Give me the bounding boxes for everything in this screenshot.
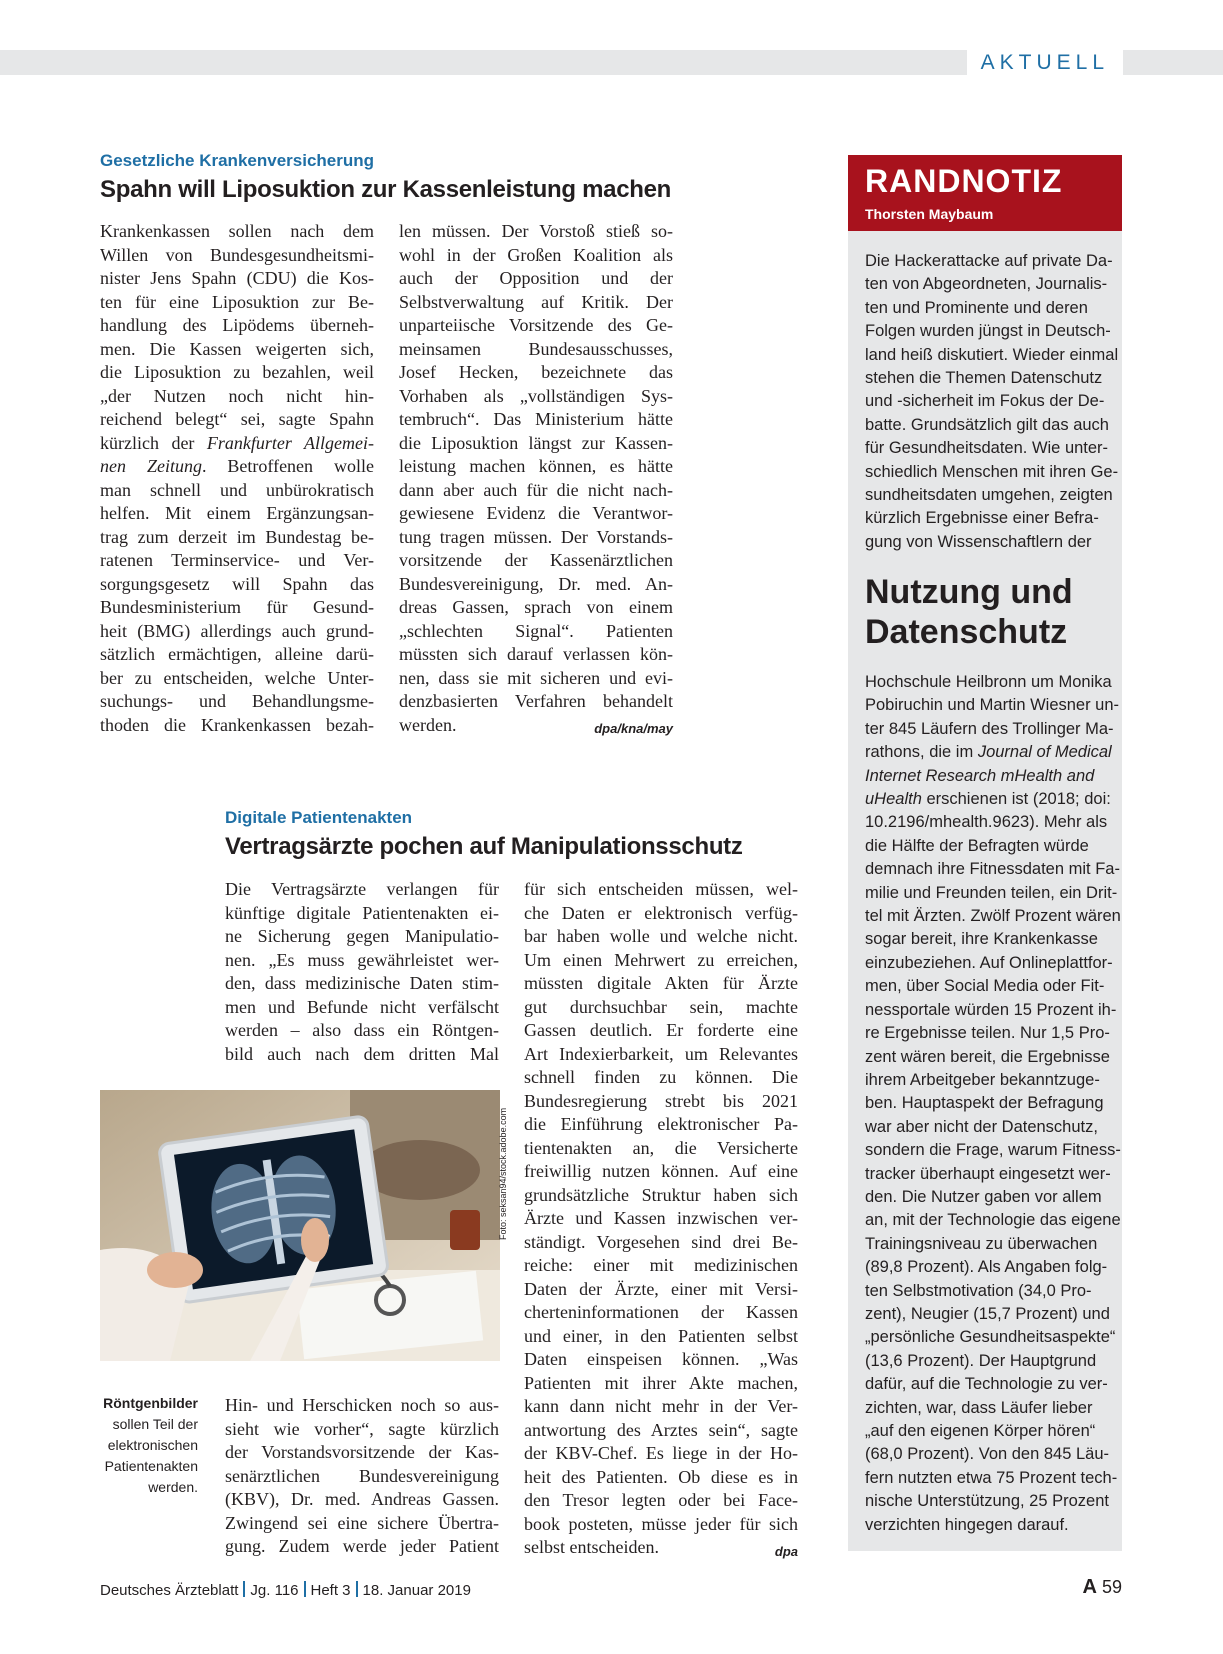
article-text-line: Krankenkassen sollen nach dem xyxy=(100,221,374,241)
separator xyxy=(243,1581,245,1597)
article-text-line: gewiesene Evidenz die Verantwor- xyxy=(399,503,673,523)
article-text-line: gut durchsuchbar sein, machte xyxy=(524,996,798,1017)
article-text-line: müssten digitale Akten für Ärzte xyxy=(524,973,798,993)
page-number-value: 59 xyxy=(1101,1577,1122,1597)
article-text-line: tientenakten an, die Versicherte xyxy=(524,1137,798,1158)
sidebar-text-line: sondern die Frage, warum Fitness- xyxy=(865,1141,1121,1160)
article-text-line: sätzlich ermächtigen, alleine darü- xyxy=(100,644,374,664)
journal-date: 18. Januar 2019 xyxy=(362,1582,471,1599)
article2-headline: Vertragsärzte pochen auf Manipulationsschutz xyxy=(225,833,743,860)
sidebar-text-line: sogar bereit, ihre Krankenkasse xyxy=(865,930,1098,949)
article-text-line: nister Jens Spahn (CDU) die Kos- xyxy=(100,268,374,288)
article-text-line: Um einen Mehrwert zu erreichen, xyxy=(524,949,798,970)
section-label: AKTUELL xyxy=(967,48,1123,78)
xray-tablet-photo xyxy=(100,1090,500,1361)
article-text-line: bar haben wolle und welche nicht. xyxy=(524,926,798,946)
sidebar-text-line: re Ergebnisse teilen. Nur 1,5 Pro- xyxy=(865,1024,1110,1043)
article-text-line: Bundesministerium für Gesund- xyxy=(100,597,374,617)
article-text-line: bild auch nach dem dritten Mal xyxy=(225,1043,499,1064)
article-text-line: künftige digitale Patientenakten ei- xyxy=(225,902,499,923)
article-text-line: der KBV-Chef. Es liege in der Ho- xyxy=(524,1443,798,1463)
sidebar-text-line: ten von Abgeordneten, Journalis- xyxy=(865,275,1108,294)
sidebar-text-line: ihrem Arbeitgeber bekanntzuge- xyxy=(865,1070,1100,1089)
journal-issue: Heft 3 xyxy=(310,1582,351,1599)
sidebar-header xyxy=(848,155,1122,231)
sidebar-text-line: batte. Grundsätzlich gilt das auch xyxy=(865,415,1109,434)
sidebar-headline-line: Nutzung und xyxy=(865,573,1073,611)
separator xyxy=(304,1581,306,1597)
sidebar-text-line: verzichten hingegen darauf. xyxy=(865,1515,1069,1534)
sidebar-text-line: sundheitsdaten umgehen, zeigten xyxy=(865,486,1113,505)
article-text-line: denzbasierten Verfahren behandelt xyxy=(399,691,673,711)
article-text-line: nen Zeitung. Betroffenen wolle xyxy=(100,456,374,476)
article-text-line: reiche: einer mit medizinischen xyxy=(524,1255,798,1275)
article-text-line: tung tragen müssen. Der Vorstands- xyxy=(399,526,673,547)
article-text-line: gung. Zudem werde jeder Patient xyxy=(225,1536,499,1556)
page-prefix: A xyxy=(1082,1576,1097,1598)
article-text-line: „schlechten Signal“. Patienten xyxy=(399,620,673,641)
article2-kicker: Digitale Patientenakten xyxy=(225,808,413,827)
caption-line: elektronischen xyxy=(107,1437,198,1453)
article-text-line: reichend belegt“ sei, sagte Spahn xyxy=(100,409,374,429)
sidebar-text-line: Internet Research mHealth and xyxy=(865,766,1095,785)
sidebar-text-line: dafür, auf die Technologie zu ver- xyxy=(865,1375,1108,1394)
article-text-line: ständigt. Vorgesehen sind drei Be- xyxy=(524,1231,798,1252)
article-text-line: sieht wie vorher“, sagte kürzlich xyxy=(225,1418,499,1439)
article-text-line: grundsätzliche Struktur haben sich xyxy=(524,1184,798,1205)
caption-line: werden. xyxy=(148,1479,198,1495)
sidebar-headline xyxy=(865,572,1073,652)
article-text-line: dann aber auch für die nicht nach- xyxy=(399,479,673,500)
sidebar-text-line: kürzlich Ergebnisse einer Befra- xyxy=(865,509,1099,528)
sidebar-body xyxy=(865,671,1121,1537)
article-text-line: vorsitzende der Kassenärztlichen xyxy=(399,550,673,570)
article-text-line: Daten der Ärzte, einer mit Versi- xyxy=(524,1278,798,1299)
sidebar-text-line: Pobiruchin und Martin Wiesner un- xyxy=(865,696,1120,715)
article-text-line: werden – also dass ein Röntgen- xyxy=(225,1020,499,1040)
sidebar-text-line: Hochschule Heilbronn um Monika xyxy=(865,673,1112,691)
sidebar-text-line: Trainingsniveau zu überwachen xyxy=(865,1234,1098,1253)
journal-name: Deutsches Ärzteblatt xyxy=(100,1582,239,1599)
article-text-line: wohl in der Großen Koalition als xyxy=(399,244,673,265)
article-text-line: meinsamen Bundesausschusses, xyxy=(399,338,673,359)
sidebar-text-line: ten Selbstmotivation (34,0 Pro- xyxy=(865,1281,1092,1300)
article-text-line: die Liposuktion längst zur Kassen- xyxy=(399,432,673,453)
article-text-line: ten für eine Liposuktion zur Be- xyxy=(100,291,374,312)
sidebar-intro xyxy=(865,250,1119,554)
caption-line: Patientenakten xyxy=(104,1458,198,1474)
article2-column-2 xyxy=(524,878,798,1563)
sidebar-text-line: nische Unterstützung, 25 Prozent xyxy=(865,1492,1109,1511)
article2-source: dpa xyxy=(774,1543,798,1559)
article-text-line: den, dass medizinische Daten stim- xyxy=(225,973,499,993)
article-text-line: auch der Opposition und der xyxy=(399,268,673,288)
sidebar-text-line: stehen die Themen Datenschutz xyxy=(865,369,1103,388)
article-text-line: ber zu entscheiden, welche Unter- xyxy=(100,667,374,688)
article-text-line: für sich entscheiden müssen, wel- xyxy=(524,879,798,899)
sidebar-text-line: men, über Social Media oder Fit- xyxy=(865,977,1105,996)
sidebar-text-line: (89,8 Prozent). Als Angaben folg- xyxy=(865,1258,1108,1277)
article-text-line: handlung des Lipödems überneh- xyxy=(100,315,374,335)
article-text-line: men und Befunde nicht verfälscht xyxy=(225,996,499,1017)
sidebar-text-line: Folgen wurden jüngst in Deutsch- xyxy=(865,322,1111,341)
article-text-line: dreas Gassen, sprach von einem xyxy=(399,597,673,617)
article-text-line: ne Sicherung gegen Manipulatio- xyxy=(225,926,499,946)
sidebar-text-line: milie und Freunden teilen, ein Drit- xyxy=(865,883,1118,902)
article-text-line: Patienten mit ihrer Akte machen, xyxy=(524,1372,798,1393)
sidebar-text-line: den. Die Nutzer gaben vor allem xyxy=(865,1187,1102,1206)
article-text-line: len müssen. Der Vorstoß stieß so- xyxy=(399,221,673,241)
article-text-line: selbst entscheiden. xyxy=(524,1537,659,1557)
article-text-line: cherteninformationen der Kassen xyxy=(524,1302,798,1322)
article-text-line: kann dann nicht mehr in der Ver- xyxy=(524,1396,798,1416)
article-text-line: trag zum derzeit im Bundestag be- xyxy=(100,526,374,547)
article-text-line: Bundesregierung strebt bis 2021 xyxy=(524,1090,798,1111)
sidebar-text-line: und -sicherheit im Fokus der De- xyxy=(865,392,1105,411)
article-text-line: suchungs- und Behandlungsme- xyxy=(100,691,374,711)
article-text-line: Vorhaben als „vollständigen Sys- xyxy=(399,385,673,406)
sidebar-text-line: Die Hackerattacke auf private Da- xyxy=(865,252,1113,270)
article-text-line: Josef Hecken, bezeichnete das xyxy=(399,362,673,382)
article-text-line: Selbstverwaltung auf Kritik. Der xyxy=(399,291,673,312)
article-text-line: Zwingend sei eine sichere Übertra- xyxy=(225,1512,499,1533)
separator xyxy=(356,1581,358,1597)
sidebar-author: Thorsten Maybaum xyxy=(865,206,994,222)
article1-column-2 xyxy=(399,220,673,741)
sidebar-text-line: zichten, war, dass Läufer lieber xyxy=(865,1398,1093,1417)
article-text-line: und einer, in den Patienten selbst xyxy=(524,1325,798,1346)
article-text-line: Ärzte und Kassen inzwischen ver- xyxy=(524,1208,798,1228)
article-text-line: heit des Patienten. Ob diese es in xyxy=(524,1466,798,1487)
sidebar-text-line: tracker überhaupt eingesetzt wer- xyxy=(865,1164,1111,1183)
article-text-line: freiwillig nutzen können. Auf eine xyxy=(524,1161,798,1181)
article1-column-1 xyxy=(100,220,374,737)
article-text-line: unparteiische Vorsitzende des Ge- xyxy=(399,315,673,335)
article-text-line: sorgungsgesetz will Spahn das xyxy=(100,573,374,594)
article-text-line: thoden die Krankenkassen bezah- xyxy=(100,714,374,735)
footer-citation xyxy=(100,1581,471,1599)
sidebar-text-line: nessportale würden 15 Prozent ih- xyxy=(865,1000,1117,1019)
sidebar-text-line: ter 845 Läufern des Trollinger Ma- xyxy=(865,719,1114,738)
article-text-line: tembruch“. Das Ministerium hätte xyxy=(399,409,673,429)
article-text-line: che Daten er elektronisch verfüg- xyxy=(524,902,798,923)
sidebar-title: RANDNOTIZ xyxy=(865,163,1063,199)
sidebar-text-line: an, mit der Technologie das eigene xyxy=(865,1211,1121,1230)
sidebar-text-line: uHealth erschienen ist (2018; doi: xyxy=(865,790,1111,809)
sidebar-text-line: demnach ihre Fitnessdaten mit Fa- xyxy=(865,860,1120,879)
article-text-line: (KBV), Dr. med. Andreas Gassen. xyxy=(225,1489,499,1509)
sidebar-text-line: (13,6 Prozent). Der Hauptgrund xyxy=(865,1351,1097,1370)
article-text-line: antwortung des Arztes sein“, sagte xyxy=(524,1419,798,1440)
article2-column-1-bottom xyxy=(225,1394,499,1559)
article1-source: dpa/kna/may xyxy=(594,721,673,736)
article-text-line: senärztlichen Bundesvereinigung xyxy=(225,1465,499,1486)
photo-credit: Foto: seksan94/stock.adobe.com xyxy=(498,1107,508,1240)
article2-column-1-top xyxy=(225,878,499,1066)
journal-volume: Jg. 116 xyxy=(250,1582,299,1599)
article-text-line: den Tresor legten oder bei Face- xyxy=(524,1490,798,1510)
article-text-line: der Vorstandsvorsitzende der Kas- xyxy=(225,1442,499,1462)
article-text-line: Daten einspeisen können. „Was xyxy=(524,1349,798,1369)
article-text-line: Gassen deutlich. Er forderte eine xyxy=(524,1020,798,1040)
article-text-line: Bundesvereinigung, Dr. med. An- xyxy=(399,573,673,594)
article-text-line: die Liposuktion zu bezahlen, weil xyxy=(100,362,374,382)
article-text-line: man schnell und unbürokratisch xyxy=(100,479,374,500)
sidebar-text-line: gung von Wissenschaftlern der xyxy=(865,532,1092,551)
article-text-line: kürzlich der Frankfurter Allgemei- xyxy=(100,432,374,453)
sidebar-text-line: die Hälfte der Befragten würde xyxy=(865,836,1089,855)
article-text-line: nen. „Es muss gewährleistet wer- xyxy=(225,949,499,970)
sidebar-text-line: tel mit Ärzten. Zwölf Prozent wären xyxy=(865,907,1121,926)
article1-kicker: Gesetzliche Krankenversicherung xyxy=(100,151,375,170)
sidebar-text-line: war aber nicht der Datenschutz, xyxy=(865,1117,1098,1136)
article-text-line: ratenen Terminservice- und Ver- xyxy=(100,550,374,570)
article-text-line: heit (BMG) allerdings auch grund- xyxy=(100,620,374,641)
article-text-line: schnell finden zu können. Die xyxy=(524,1067,798,1087)
article-text-line: die Einführung elektronischer Pa- xyxy=(524,1114,798,1134)
sidebar-text-line: „persönliche Gesundheitsaspekte“ xyxy=(865,1328,1116,1347)
photo-caption xyxy=(100,1393,198,1498)
article-text-line: Hin- und Herschicken noch so aus- xyxy=(225,1395,499,1415)
sidebar-text-line: zent wären bereit, die Ergebnisse xyxy=(865,1047,1110,1066)
article-text-line: müssten sich darauf verlassen kön- xyxy=(399,644,673,664)
article-text-line: men. Die Kassen weigerten sich, xyxy=(100,338,374,359)
sidebar-text-line: ten und Prominente und deren xyxy=(865,298,1088,317)
article1-headline: Spahn will Liposuktion zur Kassenleistung machen xyxy=(100,176,672,203)
article-text-line: nen, dass sie mit sicheren und evi- xyxy=(399,667,673,688)
sidebar-text-line: zent), Neugier (15,7 Prozent) und xyxy=(865,1304,1110,1323)
article-text-line: werden. xyxy=(399,714,457,735)
article-text-line: leistung machen können, es hätte xyxy=(399,456,673,476)
article-text-line: Art Indexierbarkeit, um Relevantes xyxy=(524,1043,798,1064)
article-text-line: helfen. Mit einem Ergänzungsan- xyxy=(100,503,374,523)
sidebar-text-line: „auf den eigenen Körper hören“ xyxy=(865,1422,1096,1440)
sidebar-text-line: land heiß diskutiert. Wieder einmal xyxy=(865,345,1119,364)
sidebar-text-line: für Gesundheitsdaten. Wie unter- xyxy=(865,439,1109,458)
sidebar-text-line: rathons, die im Journal of Medical xyxy=(865,743,1112,762)
article-text-line: Willen von Bundesgesundheitsmi- xyxy=(100,244,374,265)
article-text-line: „der Nutzen noch nicht hin- xyxy=(100,385,374,406)
sidebar-text-line: ben. Hauptaspekt der Befragung xyxy=(865,1094,1104,1113)
article-text-line: book posteten, müsse jeder für sich xyxy=(524,1513,798,1534)
sidebar-text-line: schiedlich Menschen mit ihren Ge- xyxy=(865,462,1119,481)
sidebar-text-line: fern nutzten etwa 75 Prozent tech- xyxy=(865,1468,1118,1487)
caption-line: sollen Teil der xyxy=(112,1416,198,1432)
article-text-line: Die Vertragsärzte verlangen für xyxy=(225,879,499,899)
sidebar-headline-line: Datenschutz xyxy=(865,613,1068,651)
sidebar-text-line: (68,0 Prozent). Von den 845 Läu- xyxy=(865,1445,1110,1464)
page-number xyxy=(1083,1576,1123,1599)
sidebar-text-line: 10.2196/mhealth.9623). Mehr als xyxy=(865,813,1108,832)
caption-bold: Röntgenbilder xyxy=(103,1395,198,1411)
sidebar-text-line: einzubeziehen. Auf Onlineplattfor- xyxy=(865,953,1113,972)
